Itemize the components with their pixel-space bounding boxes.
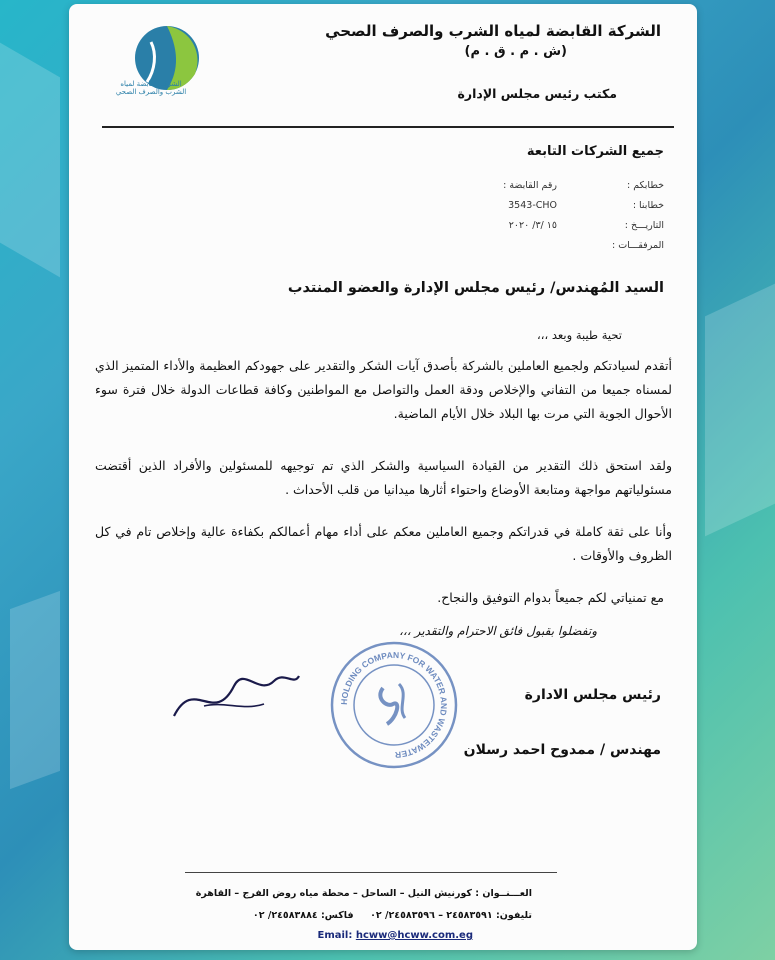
recipient-group: جميع الشركات التابعة [526,144,664,159]
footer-fax: فاكس: ٢٤٥٨٣٨٨٤/ ٠٢ [252,910,354,921]
salutation: السيد المُهندس/ رئيس مجلس الإدارة والعضو المنتدب [287,280,664,296]
office-name: مكتب رئيس مجلس الإدارة [457,86,617,101]
greeting: تحية طيبة وبعد ،،، [537,328,622,342]
footer-address: العـــنــوان : كورنيش النيل – الساحل – محطة مياه روض الفرج – القاهرة [195,888,532,899]
date-value: ١٥ /٣/ ٢٠٢٠ [508,220,557,231]
footer-divider [185,872,557,873]
background-facet [705,284,775,537]
stamp-text: HOLDING COMPANY FOR WATER AND WASTEWATER [338,649,450,761]
signatory-name: مهندس / ممدوح احمد رسلان [463,742,661,758]
reference-values [503,176,557,236]
signatory-title: رئيس مجلس الادارة [524,687,661,703]
body-paragraph: وأنا على ثقة كاملة في قدراتكم وجميع العاملين معكم على أداء مهام أعمالكم بكفاءة عالية وإخلاص تام في كل الظروف والأوقات . [95,524,672,563]
attachments-label: المرفقـــات : [611,240,664,251]
footer-phone: تليفون: ٢٤٥٨٣٥٩١ – ٢٤٥٨٣٥٩٦/ ٠٢ [370,910,532,921]
our-letter-value: 3543-CHO [508,200,557,211]
company-stamp [327,638,461,772]
date-label: التاريـــخ : [624,220,664,231]
letter-page [69,4,697,950]
closing-wish: مع تمنياتي لكم جميعاً بدوام التوفيق والنجاح. [437,590,664,605]
body-paragraph: ولقد استحق ذلك التقدير من القيادة السياسية والشكر الذي تم توجيهه للمسئولين والأفراد الذين أقتضت مسئولياتهم مواجهة ومتابعة الأوضاع واحتواء أثارها ميدانيا من قلب الأحداث . [95,458,672,497]
email-link[interactable]: hcww@hcww.com.eg [355,930,473,941]
header-divider [102,126,674,128]
our-letter-label: خطابنا : [632,200,664,211]
holding-no-label: رقم القابضة : [503,180,557,191]
footer-contact [253,910,532,921]
body-paragraph: أتقدم لسيادتكم ولجميع العاملين بالشركة بأصدق آيات الشكر والتقدير على جهودكم العظيمة والأداء المتميز الذي لمسناه جميعا من التفاني والإخلاص ودقة العمل والتواصل مع المواطنين وكافة قطاعات الدولة خلال فترة سوء الأحوال الجوية التي مرت بها البلاد خلال الأيام الماضية. [95,358,672,421]
footer-email [317,930,473,941]
closing-respect: وتفضلوا بقبول فائق الاحترام والتقدير ،،، [399,624,597,638]
your-letter-label: خطابكم : [627,180,664,191]
company-abbreviation: (ش . م . ق . م) [464,44,567,59]
background-facet [0,43,60,278]
handwritten-signature [164,656,304,736]
email-label: Email: [317,930,353,941]
reference-labels [612,176,664,256]
company-name: الشركة القابضة لمياه الشرب والصرف الصحي [325,22,661,40]
logo-caption: الشركة القابضة لمياه الشرب والصرف الصحي [115,80,187,97]
background-facet [10,591,60,789]
